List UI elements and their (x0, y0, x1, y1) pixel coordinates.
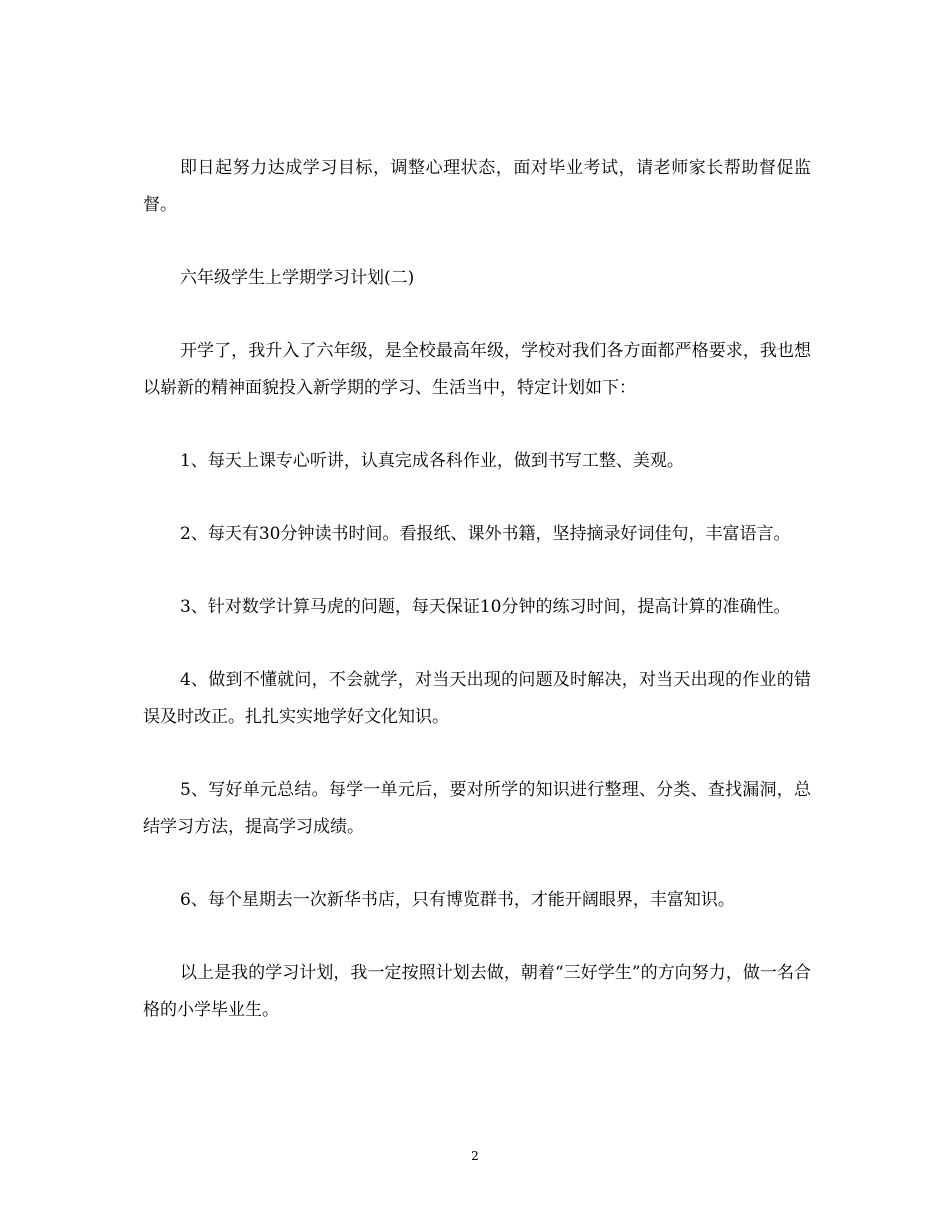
paragraph-continuation: 即日起努力达成学习目标，调整心理状态，面对毕业考试，请老师家长帮助督促监督。 (143, 158, 811, 215)
paragraph-conclusion: 以上是我的学习计划，我一定按照计划去做，朝着“三好学生”的方向努力，做一名合格的小学毕业生。 (143, 963, 811, 1020)
plan-item-5: 5、写好单元总结。每学一单元后，要对所学的知识进行整理、分类、查找漏洞，总结学习方法，提高学习成绩。 (143, 780, 811, 837)
document-body (143, 150, 811, 1065)
plan-item-1: 1、每天上课专心听讲，认真完成各科作业，做到书写工整、美观。 (180, 451, 684, 471)
plan-item-2: 2、每天有30分钟读书时间。看报纸、课外书籍，坚持摘录好词佳句，丰富语言。 (180, 524, 791, 544)
plan-item-4: 4、做到不懂就问，不会就学，对当天出现的问题及时解决，对当天出现的作业的错误及时改正。扎扎实实地学好文化知识。 (143, 670, 811, 727)
plan-item-6: 6、每个星期去一次新华书店，只有博览群书，才能开阔眼界，丰富知识。 (180, 890, 735, 910)
section-heading: 六年级学生上学期学习计划(二) (180, 268, 415, 288)
plan-item-3: 3、针对数学计算马虎的问题，每天保证10分钟的练习时间，提高计算的准确性。 (180, 597, 791, 617)
page-number: 2 (471, 1149, 479, 1163)
paragraph-intro: 开学了，我升入了六年级，是全校最高年级，学校对我们各方面都严格要求，我也想以崭新的精神面貌投入新学期的学习、生活当中，特定计划如下： (143, 341, 811, 398)
